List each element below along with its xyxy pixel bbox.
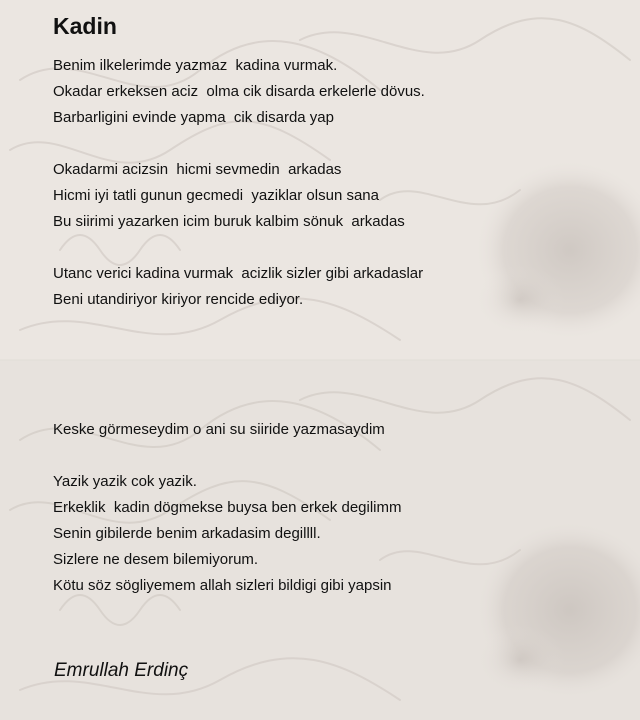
poem-line: Bu siirimi yazarken icim buruk kalbim sönuk arkadas [53, 213, 405, 230]
stanza-3 [53, 261, 613, 313]
stanza-4 [53, 417, 613, 443]
stanza-1 [53, 53, 613, 131]
poem-line: Okadarmi acizsin hicmi sevmedin arkadas [53, 161, 342, 178]
poem-line: Senin gibilerde benim arkadasim degillll. [53, 525, 321, 542]
poem-line: Kötu söz sögliyemem allah sizleri bildigi gibi yapsin [53, 577, 392, 594]
poem-line: Barbarligini evinde yapma cik disarda yap [53, 109, 334, 126]
poem-line: Keske görmeseydim o ani su siiride yazmasaydim [53, 421, 385, 438]
poem-line: Erkeklik kadin dögmekse buysa ben erkek degilimm [53, 499, 402, 516]
poem-line: Okadar erkeksen aciz olma cik disarda erkelerle dövus. [53, 83, 425, 100]
poem-line: Sizlere ne desem bilemiyorum. [53, 551, 259, 568]
author-signature: Emrullah Erdinç [54, 660, 189, 681]
stanza-gap [53, 339, 613, 417]
poem-line: Benim ilkelerimde yazmaz kadina vurmak. [53, 57, 338, 74]
stanza-5 [53, 469, 613, 599]
poem-line: Yazik yazik cok yazik. [53, 473, 197, 490]
poem [53, 12, 613, 625]
stanza-2 [53, 157, 613, 235]
poem-line: Beni utandiriyor kiriyor rencide ediyor. [53, 291, 304, 308]
poem-line: Utanc verici kadina vurmak acizlik sizler gibi arkadaslar [53, 265, 424, 282]
poem-line: Hicmi iyi tatli gunun gecmedi yaziklar olsun sana [53, 187, 379, 204]
poem-title: Kadin [53, 13, 117, 39]
